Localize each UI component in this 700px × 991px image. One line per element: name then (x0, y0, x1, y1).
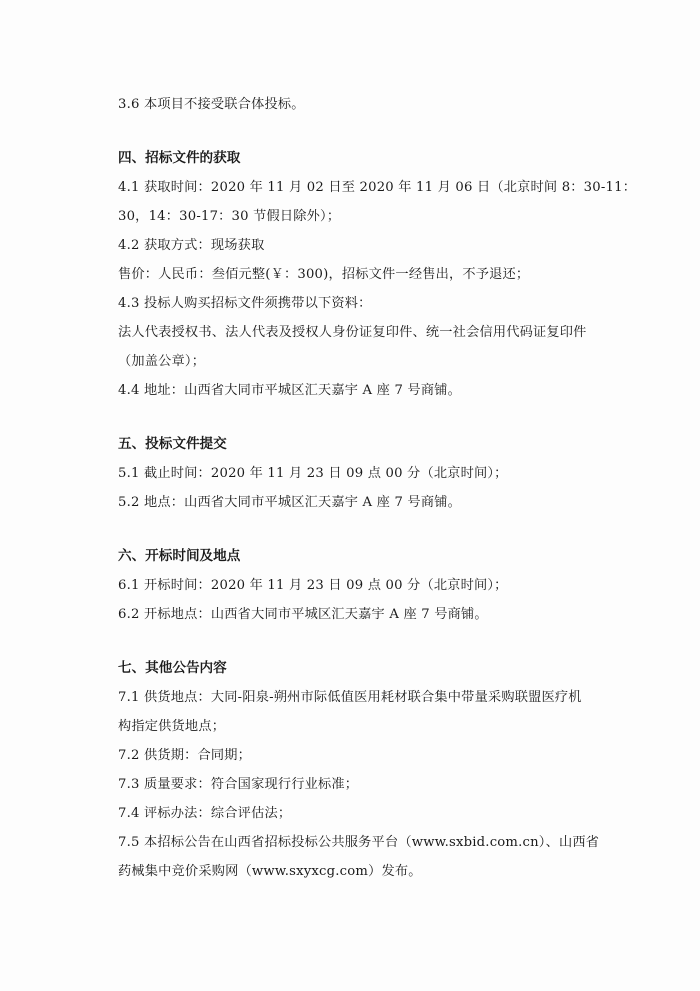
required-docs-line-1: 法人代表授权书、法人代表及授权人身份证复印件、统一社会信用代码证复印件 (118, 325, 587, 340)
item-4-4: 4.4 地址：山西省大同市平城区汇天嘉宇 A 座 7 号商铺。 (118, 383, 461, 398)
item-6-2: 6.2 开标地点：山西省大同市平城区汇天嘉宇 A 座 7 号商铺。 (118, 607, 488, 622)
item-7-5-line-1: 7.5 本招标公告在山西省招标投标公共服务平台（www.sxbid.com.cn）、山西省 (118, 835, 600, 850)
document-body (118, 90, 637, 886)
item-6-1: 6.1 开标时间：2020 年 11 月 23 日 09 点 00 分（北京时间）； (118, 578, 508, 593)
item-4-1-line-1: 4.1 获取时间：2020 年 11 月 02 日至 2020 年 11 月 06 日（北京时间 8：30-11： (118, 180, 637, 195)
item-7-4: 7.4 评标办法：综合评估法； (118, 806, 292, 821)
item-4-2: 4.2 获取方式：现场获取 (118, 238, 265, 253)
required-docs-line-2: （加盖公章）； (118, 354, 206, 369)
item-4-1-line-2: 30，14：30-17：30 节假日除外）； (118, 209, 341, 224)
item-5-1: 5.1 截止时间：2020 年 11 月 23 日 09 点 00 分（北京时间）； (118, 466, 508, 481)
item-4-3: 4.3 投标人购买招标文件须携带以下资料： (118, 296, 372, 311)
item-7-3: 7.3 质量要求：符合国家现行行业标准； (118, 777, 359, 792)
item-5-2: 5.2 地点：山西省大同市平城区汇天嘉宇 A 座 7 号商铺。 (118, 495, 461, 510)
item-3-6: 3.6 本项目不接受联合体投标。 (118, 97, 305, 112)
section-5-heading: 五、投标文件提交 (118, 436, 227, 452)
section-6-heading: 六、开标时间及地点 (118, 548, 241, 564)
spacer (118, 405, 618, 430)
spacer (118, 119, 618, 144)
item-7-2: 7.2 供货期：合同期； (118, 748, 252, 763)
item-7-1-line-2: 构指定供货地点； (118, 719, 226, 734)
section-7-heading: 七、其他公告内容 (118, 660, 227, 676)
section-4-heading: 四、招标文件的获取 (118, 150, 241, 166)
item-7-1-line-1: 7.1 供货地点：大同-阳泉-朔州市际低值医用耗材联合集中带量采购联盟医疗机 (118, 690, 582, 705)
spacer (118, 629, 618, 654)
item-7-5-line-2: 药械集中竞价采购网（www.sxyxcg.com）发布。 (118, 864, 422, 879)
spacer (118, 517, 618, 542)
price-line: 售价：人民币：叁佰元整(￥：300)，招标文件一经售出，不予退还； (118, 267, 530, 282)
